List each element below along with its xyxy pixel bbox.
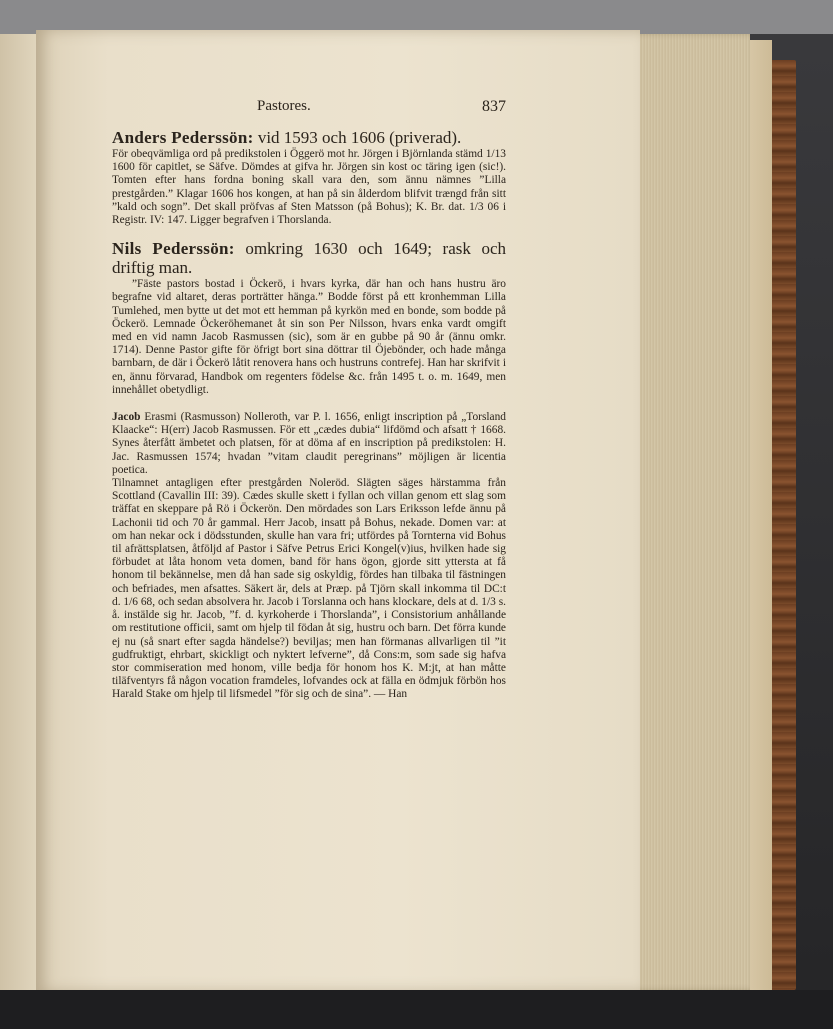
running-head: Pastores. [257, 98, 311, 114]
entry-heading [112, 128, 506, 147]
entry-heading [112, 411, 506, 477]
entry-nils [112, 239, 506, 397]
entry-anders [112, 128, 506, 227]
facing-page-edge [0, 34, 40, 994]
entry-name: Anders Pederssön: [112, 128, 254, 147]
page-number: 837 [482, 98, 506, 115]
entry-heading-rest: vid 1593 och 1606 (priverad). [253, 128, 462, 147]
entry-body: Tilnamnet antagligen efter prestgården Noleröd. Slägten säges härstamma från Scottland (Cavallin III: 39). Cædes skulle skett i fyllan och villan genom ett slag som träffat en skeppare på Rö i Öckerön. Den mördades son Lars Eriksson lefde ännu på Lachonii tid och 70 år gammal. Herr Jacob, insatt på Bohus, nekade. Domen var: at om han nekar ock i dödsstunden, skulle han vara fri; utfördes på Tornterna vid Bohus til afrättsplatsen, åtföljd af Pastor i Säfve Petrus Erici Kongel(v)ius, hvilken hade sig förbudet at låta honom veta domen, band för hans ögon, gjorde sitt yttersta at få honom til bekännelse, men då han sade sig oskyldig, fördes han tilbaka til fästningen och befriades, men afsattes. Säkert är, dels at Præp. på Tjörn skall inkomma til DC:t d. 1/6 68, och sedan absolvera hr. Jacob i Torslanna och hans klockare, dels at d. 1/3 s. å. instälde sig hr. Jacob, ”f. d. kyrkoherde i Thorslanda”, i Consistorium anhållande om restitutione officii, samt om hjelp til födan åt sig, hustru och barn. Det förra kunde ej nu (så snart efter sagda händelse?) beviljas; men han förmanas allvarligen til ”it gudfruktigt, ehrbart, skickligt och nyktert lefverne”, då Cons:m, som sade sig hafva stor commiseration med honom, ville bedja för honom hos K. M:jt, at han måtte tiläfventyrs få någon vocation framdeles, lofvandes ock at fälla en ödmjuk förbön hos Harald Stake om hjelp til lifsmedel ”för sig och de sina”. — Han [112, 477, 506, 701]
page-edges [630, 34, 750, 990]
entry-heading-rest: Erasmi (Rasmusson) Nolleroth, var P. l. 1656, enligt inscription på „Torsland Klaacke“: H(err) Jacob Rasmussen. För ett „cædes dubia“ lifdömd och afsatt † 1668. Synes återfått ämbetet och platsen, för at döma af en inscription på predikstolen: H. Jac. Rasmussen 1574; hvadan ”vitam claudit peregrinans” möjligen är licentia poetica. [112, 411, 506, 476]
entry-jacob [112, 411, 506, 701]
entry-name: Jacob [112, 411, 141, 424]
entry-body: ”Fäste pastors bostad i Öckerö, i hvars kyrka, där han och hans hustru äro begrafne vid altaret, deras porträtter hänga.” Bodde först på ett kronhemman Lilla Tumlehed, men bytte ut det mot ett hemman på kyrkön med en bonde, som bodde på Öckerö. Lemnade Öckeröhemanet åt sin son Per Nilsson, hvars enka vardt omgift med en vid namn Jacob Rasmussen (sic), som är en gubbe på 90 år (ännu omkr. 1714). Denne Pastor gifte för öfrigt bort sina döttrar til Öjebönder, och hade många barnbarn, de där i Öckerö låtit renovera hans och hustruns contrefej. Han har skrifvit i en, ännu förvarad, Handbok om regenters födelse &c. från 1495 t. o. m. 1649, men innehållet obetydligt. [112, 278, 506, 396]
page-header [112, 92, 506, 122]
entry-body: För obeqvämliga ord på predikstolen i Öggerö mot hr. Jörgen i Björnlanda stämd 1/13 1600 för capitlet, se Säfve. Dömdes at gifva hr. Jörgen sin kost oc täring igen (sic!). Tomten efter hans fordna boning skall vara den, som ännu nämnes ”Lilla prestgården.” Klagar 1606 hos kongen, at han på sin ålderdom blifvit trængd från sitt ”kald och sogn”. Det skall pröfvas af Sten Matsson (på Bohus); K. Br. dat. 1/3 06 i Registr. IV: 147. Ligger begrafven i Thorslanda. [112, 148, 506, 227]
backdrop [0, 0, 833, 34]
entry-name: Nils Pederssön: [112, 239, 235, 259]
bottom-shadow [0, 990, 833, 1029]
entry-heading-rest: omkring 1630 och 1649; rask och driftig man. [112, 239, 506, 278]
entry-heading [112, 239, 506, 277]
page-text [112, 92, 506, 702]
